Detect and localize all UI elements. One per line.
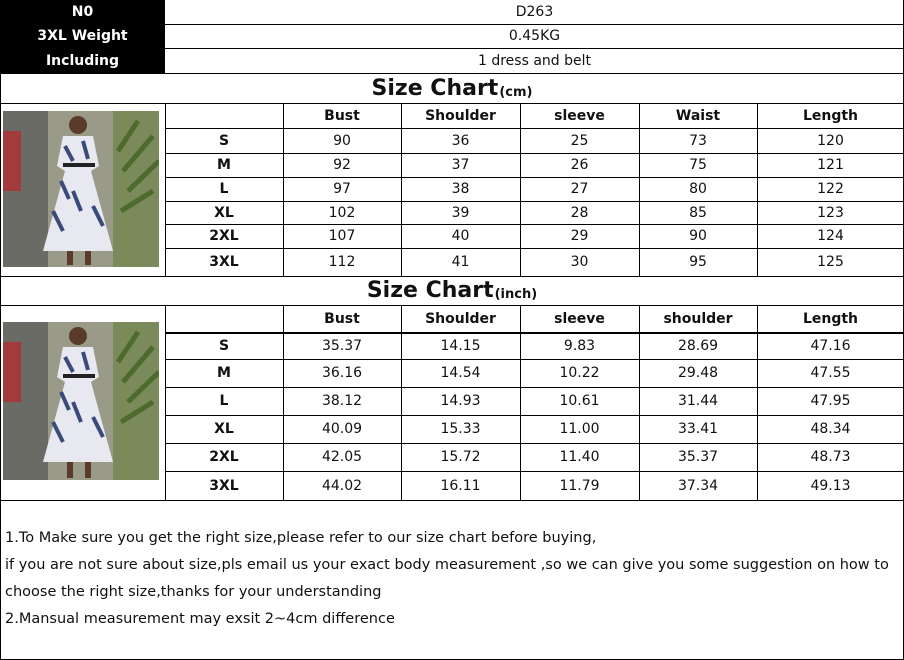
cm-table-cell: 97	[333, 181, 351, 197]
grid-line	[165, 224, 904, 225]
inch-table-cell: 10.22	[559, 365, 600, 381]
grid-line	[0, 0, 1, 659]
inch-col-header-4: shoulder	[663, 310, 733, 327]
cm-table-cell: 107	[328, 228, 356, 244]
cm-table-cell: 36	[451, 132, 470, 149]
inch-table-cell: 47.16	[810, 337, 851, 354]
inch-table-cell: 14.93	[440, 393, 481, 409]
grid-line	[283, 305, 284, 500]
inch-table-cell: 49.13	[810, 477, 851, 494]
inch-table-cell: 9.83	[563, 337, 596, 354]
cm-table-cell: 121	[817, 157, 844, 173]
grid-line	[165, 359, 904, 360]
inch-table-cell: 35.37	[321, 337, 363, 354]
inch-col-header-2: Shoulder	[425, 310, 496, 327]
grid-line	[165, 103, 166, 276]
grid-line	[401, 305, 402, 500]
grid-line	[401, 103, 402, 276]
inch-table-cell: 38.12	[321, 393, 363, 409]
cm-size-label: 3XL	[209, 254, 239, 270]
grid-line	[639, 103, 640, 276]
inch-size-label: M	[217, 365, 231, 381]
cm-col-header-5: Length	[802, 107, 859, 124]
header-value-n0: D263	[515, 4, 554, 20]
grid-line	[165, 201, 904, 202]
inch-table-cell: 44.02	[321, 477, 363, 494]
notes-block	[5, 525, 895, 633]
inch-chart-title-text: Size Chart	[366, 278, 494, 303]
grid-line	[757, 103, 758, 276]
note-line-2: if you are not sure about size,pls email us your exact body measurement ,so we can give you some suggestion on how to	[5, 557, 889, 573]
inch-table-cell: 37.34	[677, 477, 719, 494]
cm-size-label: XL	[214, 204, 234, 221]
cm-chart-title	[0, 73, 904, 103]
cm-table-cell: 28	[570, 204, 589, 221]
cm-table-cell: 25	[570, 132, 589, 149]
cm-size-label: L	[219, 181, 229, 197]
cm-col-header-4: Waist	[675, 107, 721, 124]
cm-table-cell: 40	[451, 228, 470, 244]
inch-table-cell: 35.37	[677, 449, 719, 465]
inch-table-cell: 11.40	[559, 449, 600, 465]
cm-table-cell: 85	[689, 204, 707, 221]
grid-line	[165, 305, 166, 500]
inch-col-header-1: Bust	[324, 310, 360, 327]
cm-table-cell: 90	[333, 132, 351, 149]
dress-photo-inch	[3, 322, 159, 480]
cm-chart-title-text: Size Chart	[371, 75, 499, 101]
inch-size-label: XL	[214, 421, 234, 437]
inch-table-cell: 40.09	[321, 421, 363, 437]
grid-line	[165, 177, 904, 178]
inch-table-cell: 33.41	[677, 421, 719, 437]
dress-photo-cm	[3, 111, 159, 267]
inch-table-cell: 31.44	[677, 393, 719, 409]
cm-col-header-1: Bust	[324, 107, 360, 124]
header-label-weight: 3XL Weight	[0, 24, 165, 48]
note-line-3: choose the right size,thanks for your understanding	[5, 584, 382, 600]
grid-line	[165, 387, 904, 388]
cm-table-cell: 122	[817, 181, 844, 197]
grid-line	[165, 332, 904, 334]
grid-line	[520, 103, 521, 276]
cm-table-cell: 30	[570, 254, 589, 270]
cm-table-cell: 95	[689, 254, 707, 270]
cm-table-cell: 27	[570, 181, 589, 197]
grid-line	[757, 305, 758, 500]
header-value-weight: 0.45KG	[508, 28, 561, 44]
cm-col-header-3: sleeve	[554, 107, 605, 124]
inch-table-cell: 42.05	[321, 449, 363, 465]
cm-table-cell: 123	[817, 204, 844, 221]
inch-table-cell: 15.72	[440, 449, 481, 465]
inch-chart-unit: (inch)	[494, 287, 538, 302]
cm-chart-unit: (cm)	[499, 84, 533, 100]
cm-table-cell: 102	[328, 204, 356, 221]
grid-line	[165, 48, 904, 49]
cm-col-header-2: Shoulder	[425, 107, 496, 124]
inch-table-cell: 48.73	[810, 449, 851, 465]
grid-line	[165, 443, 904, 444]
inch-col-header-3: sleeve	[554, 310, 605, 327]
header-value-including: 1 dress and belt	[477, 52, 591, 69]
grid-line	[0, 103, 904, 104]
inch-table-cell: 29.48	[677, 365, 719, 381]
inch-table-cell: 14.15	[440, 337, 481, 354]
grid-line	[283, 103, 284, 276]
inch-table-cell: 15.33	[440, 421, 481, 437]
inch-size-label: 3XL	[209, 477, 239, 494]
dress-model-image	[3, 111, 159, 267]
grid-line	[520, 305, 521, 500]
cm-size-label: S	[218, 132, 230, 149]
cm-table-cell: 90	[689, 228, 707, 244]
inch-size-label: 2XL	[209, 449, 239, 465]
cm-table-cell: 29	[570, 228, 589, 244]
inch-col-header-5: Length	[802, 310, 859, 327]
cm-table-cell: 37	[451, 157, 470, 173]
inch-table-cell: 14.54	[440, 365, 481, 381]
grid-line	[165, 153, 904, 154]
inch-table-cell: 11.00	[559, 421, 600, 437]
note-line-1: 1.To Make sure you get the right size,please refer to our size chart before buying,	[5, 530, 597, 546]
header-label-including: Including	[0, 48, 165, 73]
cm-table-cell: 39	[451, 204, 470, 221]
inch-size-label: L	[219, 393, 229, 409]
grid-line	[0, 305, 904, 306]
dress-model-image	[3, 322, 159, 480]
grid-line	[165, 248, 904, 249]
inch-table-cell: 47.55	[810, 365, 851, 381]
inch-table-cell: 47.95	[810, 393, 851, 409]
grid-line	[165, 128, 904, 129]
inch-size-label: S	[218, 337, 230, 354]
grid-line	[165, 24, 904, 25]
cm-table-cell: 125	[817, 254, 844, 270]
inch-table-cell: 36.16	[321, 365, 363, 381]
header-label-n0: N0	[0, 0, 165, 24]
cm-table-cell: 120	[817, 132, 844, 149]
cm-size-label: M	[217, 157, 231, 173]
grid-line	[0, 276, 904, 277]
cm-table-cell: 80	[689, 181, 707, 197]
cm-table-cell: 38	[451, 181, 470, 197]
cm-table-cell: 124	[817, 228, 844, 244]
cm-table-cell: 41	[451, 254, 470, 270]
grid-line	[0, 73, 904, 74]
grid-line	[639, 305, 640, 500]
grid-line	[165, 471, 904, 472]
cm-size-label: 2XL	[209, 228, 239, 244]
cm-table-cell: 75	[689, 157, 707, 173]
inch-chart-title	[0, 276, 904, 305]
cm-table-cell: 73	[689, 132, 707, 149]
inch-table-cell: 10.61	[559, 393, 600, 409]
inch-table-cell: 16.11	[440, 477, 481, 494]
cm-table-cell: 26	[570, 157, 589, 173]
inch-table-cell: 28.69	[677, 337, 719, 354]
cm-table-cell: 92	[333, 157, 351, 173]
note-line-4: 2.Mansual measurement may exsit 2~4cm difference	[5, 611, 395, 627]
inch-table-cell: 11.79	[559, 477, 600, 494]
grid-line	[165, 415, 904, 416]
inch-table-cell: 48.34	[810, 421, 851, 437]
grid-line	[0, 500, 904, 501]
cm-table-cell: 112	[328, 254, 356, 270]
